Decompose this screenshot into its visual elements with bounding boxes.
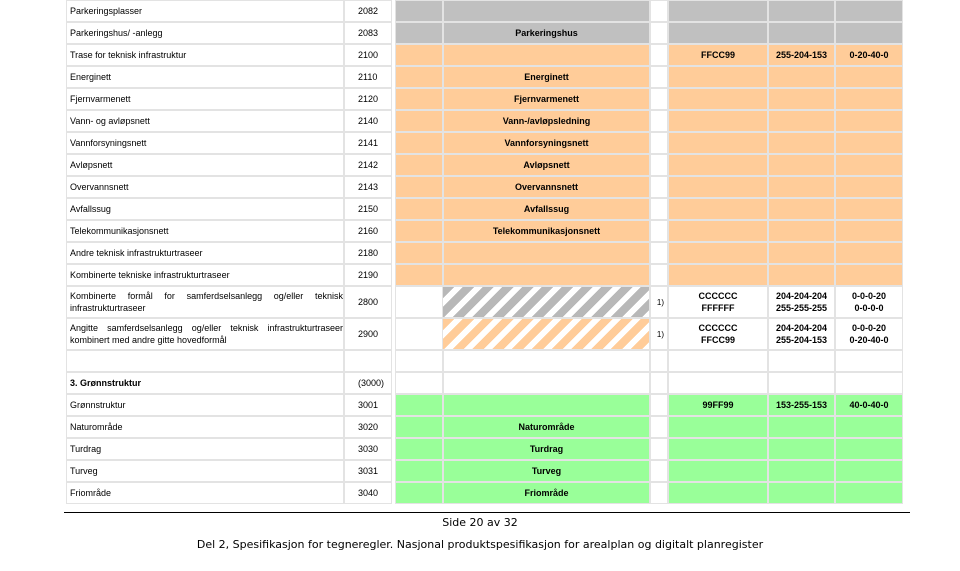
color-rgb: 255-204-153 (768, 44, 835, 66)
fill-label: Vann-/avløpsledning (443, 110, 650, 132)
hatch-swatch (395, 318, 443, 350)
color-cmyk (835, 460, 903, 482)
color-rgb (768, 88, 835, 110)
color-rgb (768, 318, 835, 350)
row-code: 2800 (344, 286, 392, 318)
color-swatch (395, 66, 443, 88)
value-line: CCCCCC (698, 291, 738, 301)
row-code: 2110 (344, 66, 392, 88)
color-swatch (395, 350, 443, 372)
row-name: Fjernvarmenett (66, 88, 344, 110)
value-line: 0-20-40-0 (849, 335, 889, 345)
row-code: 2150 (344, 198, 392, 220)
color-hex (668, 88, 768, 110)
color-cmyk (835, 88, 903, 110)
row-code: 2140 (344, 110, 392, 132)
color-swatch (395, 438, 443, 460)
row-code: 3040 (344, 482, 392, 504)
row-name: Overvannsnett (66, 176, 344, 198)
footnote-ref (650, 438, 668, 460)
row-name: Friområde (66, 482, 344, 504)
footnote-ref (650, 264, 668, 286)
footer-document-title: Del 2, Spesifikasjon for tegneregler. Nasjonal produktspesifikasjon for arealplan og digitalt planregister (196, 538, 764, 551)
color-swatch (395, 482, 443, 504)
fill-label: Energinett (443, 66, 650, 88)
row-code: 2190 (344, 264, 392, 286)
footnote-ref (650, 460, 668, 482)
footnote-ref (650, 482, 668, 504)
value-line: FFFFFF (701, 303, 735, 313)
fill-label: Vannforsyningsnett (443, 132, 650, 154)
color-swatch (395, 176, 443, 198)
fill-label: Parkeringshus (443, 22, 650, 44)
color-rgb (768, 132, 835, 154)
color-cmyk (835, 220, 903, 242)
color-swatch (395, 264, 443, 286)
row-name: Trase for teknisk infrastruktur (66, 44, 344, 66)
row-name: Parkeringshus/ -anlegg (66, 22, 344, 44)
row-code: 2083 (344, 22, 392, 44)
row-code: 2143 (344, 176, 392, 198)
row-code: (3000) (344, 372, 392, 394)
color-swatch (395, 460, 443, 482)
fill-label: Avfallssug (443, 198, 650, 220)
row-code: 2082 (344, 0, 392, 22)
footnote-ref (650, 416, 668, 438)
color-hex (668, 22, 768, 44)
color-hex (668, 482, 768, 504)
color-cmyk (835, 110, 903, 132)
color-rgb (768, 350, 835, 372)
color-swatch (395, 198, 443, 220)
color-swatch (395, 44, 443, 66)
row-name: Avfallssug (66, 198, 344, 220)
color-swatch (395, 22, 443, 44)
row-code: 2100 (344, 44, 392, 66)
color-cmyk (835, 198, 903, 220)
footnote-ref (650, 66, 668, 88)
color-cmyk (835, 242, 903, 264)
color-cmyk (835, 176, 903, 198)
row-code: 3031 (344, 460, 392, 482)
color-swatch (395, 154, 443, 176)
value-line: CCCCCC (698, 323, 738, 333)
color-cmyk (835, 154, 903, 176)
color-swatch (395, 88, 443, 110)
color-rgb (768, 438, 835, 460)
color-hex (668, 264, 768, 286)
color-rgb (768, 198, 835, 220)
row-code: 2141 (344, 132, 392, 154)
fill-label: Naturområde (443, 416, 650, 438)
row-code: 3030 (344, 438, 392, 460)
color-cmyk (835, 264, 903, 286)
value-line: FFCC99 (700, 335, 735, 345)
color-rgb (768, 66, 835, 88)
footnote-ref (650, 132, 668, 154)
color-hex (668, 318, 768, 350)
color-rgb (768, 416, 835, 438)
row-name: Vannforsyningsnett (66, 132, 344, 154)
hatch-pattern (443, 318, 650, 350)
footnote-ref (650, 88, 668, 110)
row-name: Naturområde (66, 416, 344, 438)
footnote-ref (650, 372, 668, 394)
color-hex (668, 416, 768, 438)
value-line: 204-204-204 (775, 291, 828, 301)
color-cmyk: 0-20-40-0 (835, 44, 903, 66)
color-hex (668, 286, 768, 318)
color-hex (668, 220, 768, 242)
fill-label: Turveg (443, 460, 650, 482)
color-hex (668, 154, 768, 176)
color-rgb (768, 242, 835, 264)
row-name: Turdrag (66, 438, 344, 460)
color-cmyk: 40-0-40-0 (835, 394, 903, 416)
color-hex (668, 438, 768, 460)
footnote-ref (650, 350, 668, 372)
color-rgb (768, 264, 835, 286)
color-hex: 99FF99 (668, 394, 768, 416)
color-cmyk (835, 318, 903, 350)
fill-label (443, 0, 650, 22)
footnote-ref (650, 394, 668, 416)
color-rgb (768, 110, 835, 132)
row-name: 3. Grønnstruktur (66, 372, 344, 394)
color-cmyk (835, 372, 903, 394)
color-rgb (768, 220, 835, 242)
color-rgb (768, 154, 835, 176)
color-rgb: 153-255-153 (768, 394, 835, 416)
color-rgb (768, 460, 835, 482)
row-name: Telekommunikasjonsnett (66, 220, 344, 242)
fill-label (443, 264, 650, 286)
color-swatch (395, 0, 443, 22)
fill-label (443, 394, 650, 416)
color-swatch (395, 372, 443, 394)
color-hex (668, 242, 768, 264)
row-name: Vann- og avløpsnett (66, 110, 344, 132)
value-line: 255-255-255 (775, 303, 828, 313)
color-cmyk (835, 286, 903, 318)
footnote-ref (650, 110, 668, 132)
color-rgb (768, 22, 835, 44)
row-name (66, 350, 344, 372)
footnote-ref (650, 22, 668, 44)
color-rgb (768, 176, 835, 198)
color-cmyk (835, 350, 903, 372)
footnote-ref (650, 44, 668, 66)
footnote-ref (650, 242, 668, 264)
fill-label: Avløpsnett (443, 154, 650, 176)
fill-label: Telekommunikasjonsnett (443, 220, 650, 242)
value-line: 0-0-0-0 (854, 303, 884, 313)
color-rgb (768, 482, 835, 504)
row-name: Parkeringsplasser (66, 0, 344, 22)
color-rgb (768, 286, 835, 318)
footnote-ref (650, 220, 668, 242)
footer-page-number: Side 20 av 32 (442, 516, 518, 529)
row-name: Energinett (66, 66, 344, 88)
row-name: Kombinerte formål for samferdselsanlegg og/eller teknisk infrastrukturtraseer (66, 286, 344, 318)
color-hex (668, 460, 768, 482)
row-code: 2142 (344, 154, 392, 176)
fill-label: Fjernvarmenett (443, 88, 650, 110)
fill-label (443, 44, 650, 66)
fill-label: Friområde (443, 482, 650, 504)
color-hex (668, 132, 768, 154)
row-name: Grønnstruktur (66, 394, 344, 416)
color-rgb (768, 372, 835, 394)
color-hex: FFCC99 (668, 44, 768, 66)
color-hex (668, 0, 768, 22)
footer-rule (64, 512, 910, 513)
color-hex (668, 176, 768, 198)
footnote-ref: 1) (650, 318, 668, 350)
fill-label (443, 350, 650, 372)
footnote-ref: 1) (650, 286, 668, 318)
color-cmyk (835, 416, 903, 438)
row-code: 3001 (344, 394, 392, 416)
color-hex (668, 372, 768, 394)
value-line: 0-0-0-20 (851, 291, 887, 301)
fill-label: Turdrag (443, 438, 650, 460)
row-code: 2120 (344, 88, 392, 110)
fill-label (443, 242, 650, 264)
row-code: 2160 (344, 220, 392, 242)
row-name: Andre teknisk infrastrukturtraseer (66, 242, 344, 264)
row-name: Avløpsnett (66, 154, 344, 176)
color-rgb (768, 0, 835, 22)
color-cmyk (835, 0, 903, 22)
color-cmyk (835, 22, 903, 44)
value-line: 0-0-0-20 (851, 323, 887, 333)
color-swatch (395, 132, 443, 154)
color-cmyk (835, 132, 903, 154)
footnote-ref (650, 176, 668, 198)
value-line: 255-204-153 (775, 335, 828, 345)
color-cmyk (835, 66, 903, 88)
hatch-pattern (443, 286, 650, 318)
row-code: 2180 (344, 242, 392, 264)
value-line: 204-204-204 (775, 323, 828, 333)
color-swatch (395, 220, 443, 242)
row-code: 3020 (344, 416, 392, 438)
footnote-ref (650, 154, 668, 176)
footnote-ref (650, 198, 668, 220)
color-cmyk (835, 482, 903, 504)
row-name: Turveg (66, 460, 344, 482)
hatch-swatch (395, 286, 443, 318)
color-swatch (395, 242, 443, 264)
color-swatch (395, 394, 443, 416)
color-hex (668, 110, 768, 132)
color-hex (668, 198, 768, 220)
color-swatch (395, 110, 443, 132)
row-name: Kombinerte tekniske infrastrukturtraseer (66, 264, 344, 286)
row-code: 2900 (344, 318, 392, 350)
footnote-ref (650, 0, 668, 22)
color-cmyk (835, 438, 903, 460)
fill-label (443, 372, 650, 394)
color-hex (668, 350, 768, 372)
row-code (344, 350, 392, 372)
color-hex (668, 66, 768, 88)
fill-label: Overvannsnett (443, 176, 650, 198)
row-name: Angitte samferdselsanlegg og/eller teknisk infrastrukturtraseer kombinert med andre gitte hovedformål (66, 318, 344, 350)
color-swatch (395, 416, 443, 438)
